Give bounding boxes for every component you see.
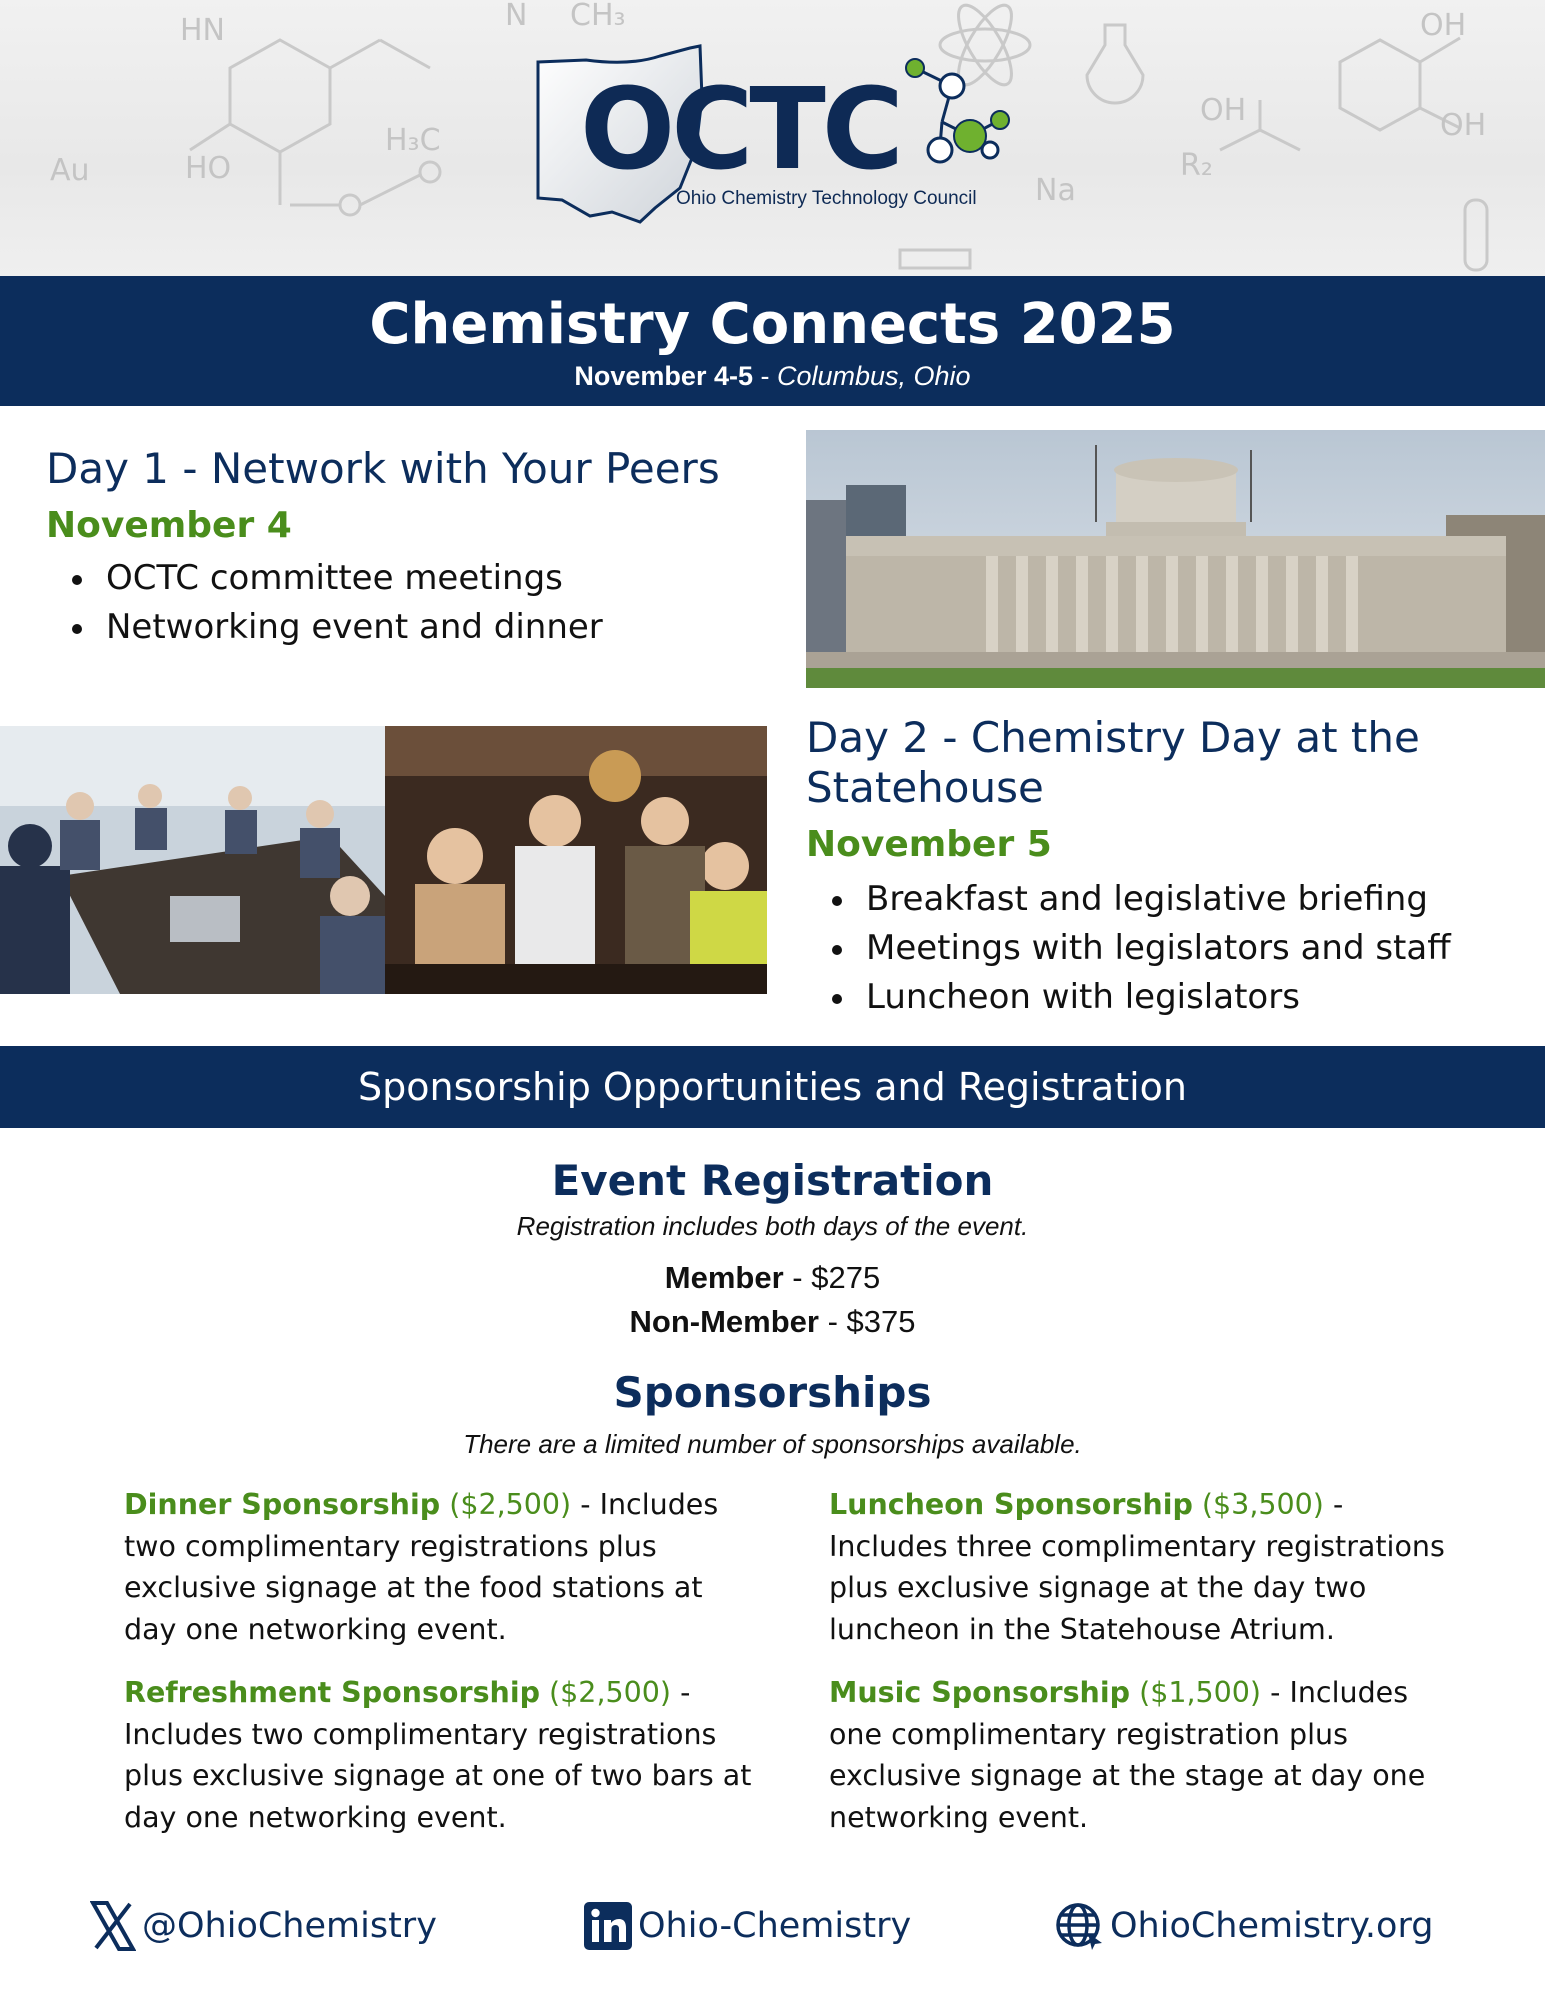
svg-text:N: N xyxy=(505,0,528,33)
list-item: Luncheon with legislators xyxy=(826,973,1451,1022)
svg-text:CH₃: CH₃ xyxy=(570,0,626,33)
svg-text:R₂: R₂ xyxy=(1180,148,1213,183)
sponsorship-name: Dinner Sponsorship xyxy=(124,1488,441,1521)
x-logo-icon xyxy=(90,1901,136,1951)
nonmember-label: Non-Member xyxy=(629,1304,819,1339)
day2-date: November 5 xyxy=(806,824,1052,865)
statehouse-photo xyxy=(806,430,1545,688)
sponsorship-band-title: Sponsorship Opportunities and Registration xyxy=(358,1065,1187,1109)
list-item: Meetings with legislators and staff xyxy=(826,924,1451,973)
svg-text:OH: OH xyxy=(1420,8,1467,43)
day1-list xyxy=(66,554,603,652)
sponsorship-luncheon xyxy=(829,1484,1449,1650)
member-price-value: - $275 xyxy=(783,1260,881,1295)
registration-heading: Event Registration xyxy=(551,1156,994,1205)
sponsorship-band xyxy=(0,1046,1545,1128)
member-price xyxy=(0,1258,1545,1298)
sponsorship-name: Refreshment Sponsorship xyxy=(124,1676,540,1709)
globe-icon xyxy=(1054,1901,1104,1951)
sponsorship-price: ($2,500) xyxy=(540,1676,672,1709)
sponsorship-desc: - Includes two complimentary registrations plus exclusive signage at the food stations at day one networking event. xyxy=(124,1488,719,1646)
meeting-photo xyxy=(0,726,385,994)
sponsorship-dinner xyxy=(124,1484,764,1650)
svg-text:OH: OH xyxy=(1440,108,1487,143)
nonmember-price xyxy=(0,1302,1545,1342)
event-location: Columbus, Ohio xyxy=(776,361,971,391)
registration-note: Registration includes both days of the event. xyxy=(516,1211,1029,1241)
sponsorships-heading: Sponsorships xyxy=(613,1368,932,1417)
svg-text:Au: Au xyxy=(50,153,90,188)
svg-text:HO: HO xyxy=(185,151,232,186)
list-item: Networking event and dinner xyxy=(66,603,603,652)
logo-subtitle: Ohio Chemistry Technology Council xyxy=(676,188,977,209)
svg-text:H₃C: H₃C xyxy=(385,123,441,158)
day1-date: November 4 xyxy=(46,505,292,546)
svg-text:OH: OH xyxy=(1200,93,1247,128)
event-subtitle xyxy=(0,360,1545,392)
list-item: Breakfast and legislative briefing xyxy=(826,875,1451,924)
list-item: OCTC committee meetings xyxy=(66,554,603,603)
sponsorship-music xyxy=(829,1672,1449,1838)
sponsorship-price: ($3,500) xyxy=(1192,1488,1324,1521)
event-title-band xyxy=(0,276,1545,406)
footer-twitter[interactable] xyxy=(90,1898,437,1954)
day2-heading xyxy=(806,713,1420,813)
event-title: Chemistry Connects 2025 xyxy=(369,292,1176,357)
day2-list xyxy=(826,875,1451,1022)
footer-linkedin[interactable] xyxy=(584,1898,911,1954)
event-separator: - xyxy=(752,361,777,391)
svg-text:HN: HN xyxy=(180,13,225,48)
day1-heading: Day 1 - Network with Your Peers xyxy=(46,444,720,493)
sponsorship-desc: - Includes three complimentary registrations plus exclusive signage at the day two luncheon in the Statehouse Atrium. xyxy=(829,1488,1445,1646)
sponsorship-name: Luncheon Sponsorship xyxy=(829,1488,1193,1521)
sponsorships-note: There are a limited number of sponsorships available. xyxy=(463,1429,1082,1459)
networking-photo xyxy=(385,726,767,994)
sponsorship-price: ($1,500) xyxy=(1130,1676,1262,1709)
svg-text:Na: Na xyxy=(1035,173,1076,208)
logo-wordmark: OCTC xyxy=(580,65,900,195)
sponsorship-name: Music Sponsorship xyxy=(829,1676,1131,1709)
sponsorship-refreshment xyxy=(124,1672,764,1838)
day2-heading-line1: Day 2 - Chemistry Day at the xyxy=(806,713,1420,762)
member-label: Member xyxy=(664,1260,784,1295)
event-dates: November 4-5 xyxy=(574,361,753,391)
linkedin-icon xyxy=(584,1902,632,1950)
footer-website[interactable] xyxy=(1054,1898,1433,1954)
sponsorship-desc: - Includes one complimentary registration plus exclusive signage at the stage at day one networking event. xyxy=(829,1676,1426,1834)
sponsorship-desc: - Includes two complimentary registrations plus exclusive signage at one of two bars at day one networking event. xyxy=(124,1676,752,1834)
website-link[interactable]: OhioChemistry.org xyxy=(1110,1906,1434,1946)
day2-heading-line2: Statehouse xyxy=(806,763,1044,812)
sponsorship-price: ($2,500) xyxy=(440,1488,572,1521)
page-header xyxy=(0,0,1545,276)
linkedin-handle[interactable]: Ohio-Chemistry xyxy=(638,1906,912,1946)
twitter-handle[interactable]: @OhioChemistry xyxy=(142,1906,437,1946)
nonmember-price-value: - $375 xyxy=(818,1304,916,1339)
